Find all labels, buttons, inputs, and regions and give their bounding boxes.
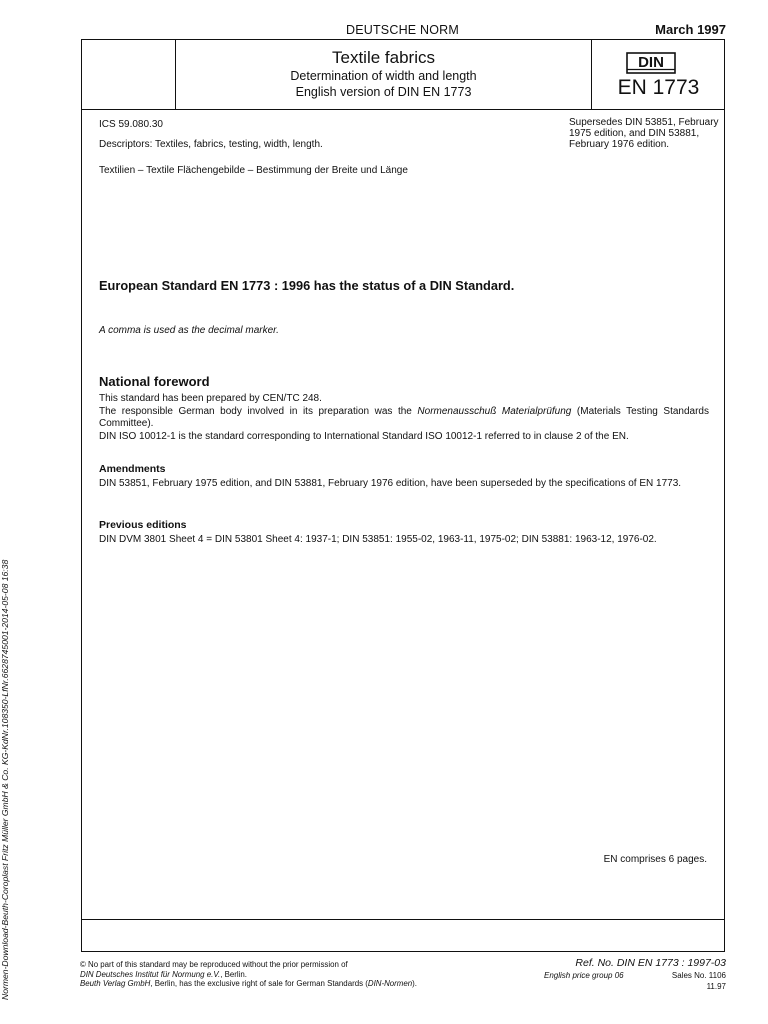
institute-name: DIN Deutsches Institut für Normung e.V. bbox=[80, 969, 221, 979]
publication-date: March 1997 bbox=[655, 22, 726, 37]
document-type-label: DEUTSCHE NORM bbox=[345, 23, 460, 37]
descriptors: Descriptors: Textiles, fabrics, testing, width, length. bbox=[99, 139, 323, 150]
download-watermark: Normen-Download-Beuth-Coroplast Fritz Müller GmbH & Co. KG-KdNr.108350-LfNr.6628745001-2014-05-08 16:38 bbox=[0, 559, 10, 1000]
din-normen-label: DIN-Normen bbox=[367, 979, 413, 988]
print-code: 11.97 bbox=[706, 982, 726, 991]
status-statement: European Standard EN 1773 : 1996 has the status of a DIN Standard. bbox=[99, 278, 515, 293]
copyright-line bbox=[80, 979, 417, 989]
committee-name: Normenausschuß Materialprüfung bbox=[417, 406, 572, 417]
reference-number: Ref. No. DIN EN 1773 : 1997-03 bbox=[575, 957, 726, 969]
standard-title: Textile fabrics bbox=[332, 48, 435, 67]
standard-subtitle: Determination of width and length bbox=[290, 69, 477, 83]
foreword-text: The responsible German body involved in its preparation was the bbox=[99, 406, 418, 417]
copyright-text: ). bbox=[412, 979, 417, 988]
copyright-text: , Berlin. bbox=[220, 969, 247, 979]
previous-editions-heading: Previous editions bbox=[99, 519, 187, 531]
previous-editions-body: DIN DVM 3801 Sheet 4 = DIN 53801 Sheet 4: 1937-1; DIN 53851: 1955-02, 1963-11, 1975-02; DIN 53881: 1963-12, 1976-02. bbox=[99, 534, 657, 545]
foreword-paragraph bbox=[99, 406, 709, 430]
amendments-body: DIN 53851, February 1975 edition, and DIN 53881, February 1976 edition, have been superseded by the specifications of EN 1773. bbox=[99, 478, 682, 489]
title-block bbox=[176, 48, 591, 100]
copyright-text: , Berlin, has the exclusive right of sale for German Standards ( bbox=[150, 979, 368, 988]
german-title: Textilien – Textile Flächengebilde – Bestimmung der Breite und Länge bbox=[99, 165, 408, 176]
version-note: English version of DIN EN 1773 bbox=[295, 85, 472, 99]
foreword-paragraph: DIN ISO 10012-1 is the standard corresponding to International Standard ISO 10012-1 referred to in clause 2 of the EN. bbox=[99, 431, 629, 442]
ics-code: ICS 59.080.30 bbox=[99, 119, 163, 130]
svg-text:DIN: DIN bbox=[638, 54, 664, 71]
foreword-text: (Materials Testing Standards Committee). bbox=[99, 406, 709, 429]
copyright-line bbox=[80, 970, 417, 980]
copyright-notice bbox=[80, 960, 417, 989]
sales-number: Sales No. 1106 bbox=[671, 971, 726, 980]
national-foreword-body bbox=[99, 393, 709, 444]
price-info bbox=[544, 971, 726, 980]
page-count-note: EN comprises 6 pages. bbox=[603, 854, 707, 865]
supersedes-note: Supersedes DIN 53851, February 1975 edition, and DIN 53881, February 1976 edition. bbox=[569, 117, 719, 151]
national-foreword-heading: National foreword bbox=[99, 374, 210, 389]
din-logo bbox=[626, 52, 676, 74]
footer-divider bbox=[81, 919, 725, 920]
price-group: English price group 06 bbox=[544, 971, 624, 980]
header-divider bbox=[81, 109, 725, 110]
publisher-name: Beuth Verlag GmbH bbox=[80, 979, 151, 988]
amendments-heading: Amendments bbox=[99, 463, 166, 475]
standard-number: EN 1773 bbox=[617, 76, 700, 99]
copyright-line: © No part of this standard may be reproduced without the prior permission of bbox=[80, 960, 348, 969]
decimal-marker-note: A comma is used as the decimal marker. bbox=[99, 325, 279, 336]
foreword-paragraph: This standard has been prepared by CEN/TC 248. bbox=[99, 393, 322, 404]
